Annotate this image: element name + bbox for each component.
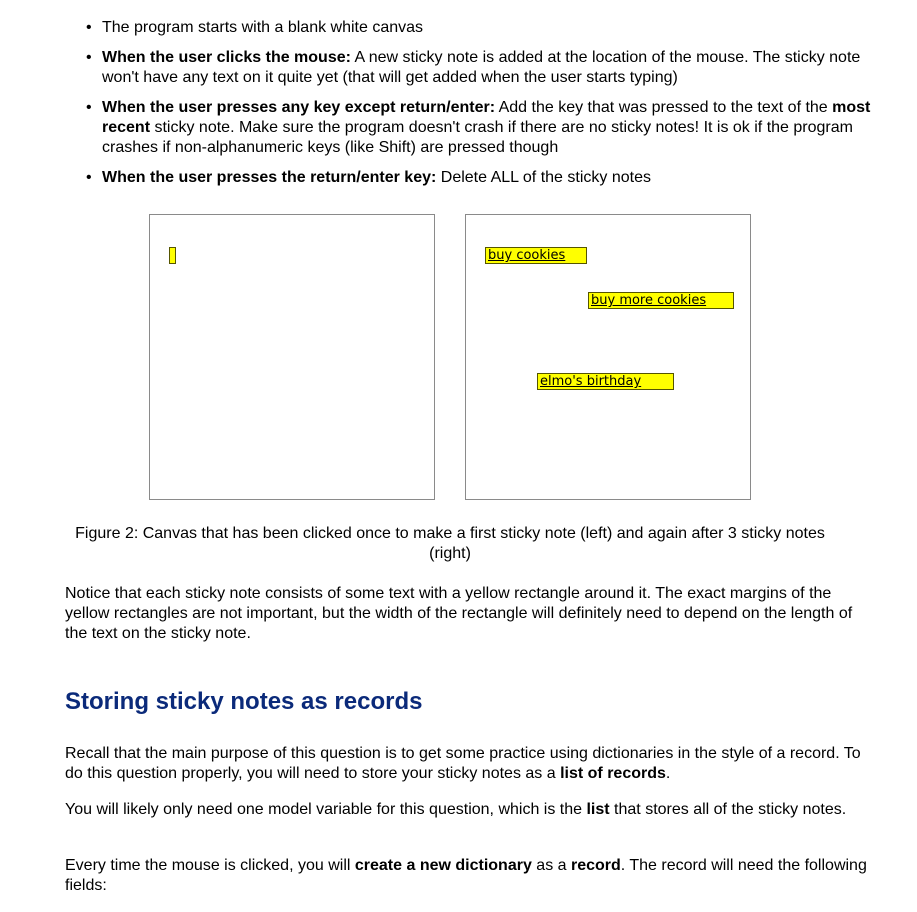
bullet-icon: • [86, 169, 92, 186]
sticky-note-empty [169, 247, 176, 264]
sticky-note-buy-cookies: buy cookies [485, 247, 587, 264]
canvas-left-figure [149, 214, 435, 500]
paragraph-text: . The record will need the following fields: [65, 857, 867, 894]
bullet-text: Delete ALL of the sticky notes [436, 169, 651, 186]
paragraph-emphasis: record [570, 857, 621, 874]
paragraph-emphasis: list of records [560, 765, 666, 782]
paragraph-emphasis: list [586, 801, 610, 818]
model-variable-paragraph [65, 800, 870, 820]
paragraph-emphasis: create a new dictionary [354, 857, 532, 874]
bullet-item-blank-canvas [86, 18, 876, 38]
bullet-icon: • [86, 99, 92, 116]
section-heading: Storing sticky notes as records [65, 688, 423, 715]
paragraph-text: Recall that the main purpose of this question is to get some practice using dictionaries in the style of a record. To do this question properly, you will need to store your sticky notes as a [65, 745, 861, 782]
paragraph-text: Every time the mouse is clicked, you will [65, 857, 355, 874]
bullet-item-enter-key [86, 168, 876, 188]
paragraph-text: as a [531, 857, 571, 874]
figure-caption: Figure 2: Canvas that has been clicked once to make a first sticky note (left) and again after 3 sticky notes (right) [75, 525, 825, 562]
bullet-bold-label: When the user presses any key except return/enter: [102, 99, 496, 116]
bullet-text: sticky note. Make sure the program doesn't crash if there are no sticky notes! It is ok if the program crashes if non-alphanumeric keys (like Shift) are pressed though [102, 119, 853, 156]
sticky-note-elmos-birthday: elmo's birthday [537, 373, 674, 390]
notice-paragraph: Notice that each sticky note consists of some text with a yellow rectangle around it. The exact margins of the yellow rectangles are not important, but the width of the rectangle will definitely need to depend on the length of the text on the sticky note. [65, 585, 853, 642]
bullet-item-key-press [86, 98, 876, 158]
bullet-text: A new sticky note is added at the location of the mouse. The sticky note won't have any text on it quite yet (that will get added when the user starts typing) [102, 49, 861, 86]
requirements-list [86, 18, 876, 198]
bullet-item-mouse-click [86, 48, 876, 88]
bullet-bold-label: When the user clicks the mouse: [102, 49, 351, 66]
bullet-bold-label: When the user presses the return/enter key: [102, 169, 437, 186]
recall-paragraph [65, 744, 870, 784]
bullet-emphasis: most recent [102, 99, 871, 136]
bullet-text: The program starts with a blank white canvas [102, 19, 424, 36]
paragraph-text: that stores all of the sticky notes. [609, 801, 847, 818]
paragraph-text: . [665, 765, 671, 782]
bullet-icon: • [86, 49, 92, 66]
bullet-text: Add the key that was pressed to the text of the [495, 99, 833, 116]
paragraph-text: You will likely only need one model variable for this question, which is the [65, 801, 587, 818]
record-fields-paragraph [65, 856, 870, 896]
bullet-icon: • [86, 19, 92, 36]
sticky-note-buy-more-cookies: buy more cookies [588, 292, 734, 309]
canvas-right-figure [465, 214, 751, 500]
